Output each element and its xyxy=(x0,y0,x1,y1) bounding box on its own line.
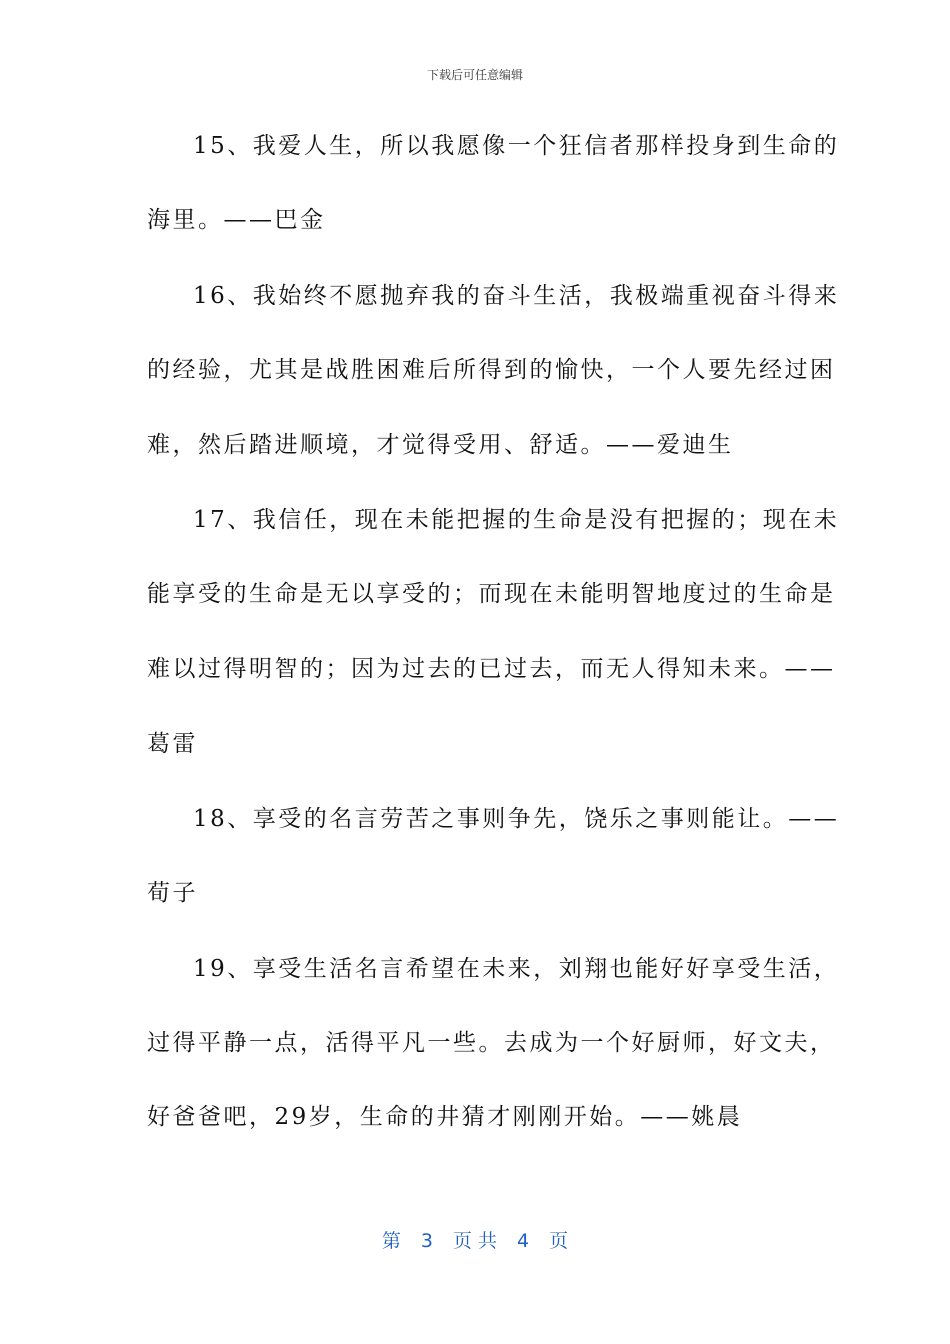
paragraph-17-line-3: 难以过得明智的；因为过去的已过去，而无人得知未来。—— xyxy=(147,656,836,682)
paragraph-19-line-3: 好爸爸吧，29岁，生命的井猜才刚刚开始。——姚晨 xyxy=(147,1104,743,1130)
page-footer xyxy=(0,1226,950,1253)
paragraph-15-line-1: 15、我爱人生，所以我愿像一个狂信者那样投身到生命的 xyxy=(193,133,840,159)
paragraph-18-line-1: 18、享受的名言劳苦之事则争先，饶乐之事则能让。—— xyxy=(193,806,840,832)
paragraph-16-line-2: 的经验，尤其是战胜困难后所得到的愉快，一个人要先经过困 xyxy=(147,357,836,383)
paragraph-17-line-4: 葛雷 xyxy=(147,731,198,757)
footer-ye: 页 xyxy=(549,1230,569,1252)
paragraph-19-line-2: 过得平静一点，活得平凡一些。去成为一个好厨师，好文夫， xyxy=(147,1030,836,1056)
footer-di: 第 xyxy=(381,1230,401,1252)
paragraph-18-line-2: 荀子 xyxy=(147,880,198,906)
footer-total-pages: 4 xyxy=(517,1230,530,1252)
footer-ye-gong: 页 共 xyxy=(452,1230,498,1252)
page-header: 下载后可任意编辑 xyxy=(426,68,523,82)
paragraph-16-line-3: 难，然后踏进顺境，才觉得受用、舒适。——爱迪生 xyxy=(147,432,734,458)
paragraph-19-line-1: 19、享受生活名言希望在未来，刘翔也能好好享受生活， xyxy=(193,956,840,982)
paragraph-17-line-2: 能享受的生命是无以享受的；而现在未能明智地度过的生命是 xyxy=(147,581,836,607)
paragraph-16-line-1: 16、我始终不愿抛弃我的奋斗生活，我极端重视奋斗得来 xyxy=(193,283,840,309)
paragraph-15-line-2: 海里。——巴金 xyxy=(147,207,326,233)
paragraph-17-line-1: 17、我信任，现在未能把握的生命是没有把握的；现在未 xyxy=(193,507,840,533)
footer-page-number: 3 xyxy=(420,1230,433,1252)
